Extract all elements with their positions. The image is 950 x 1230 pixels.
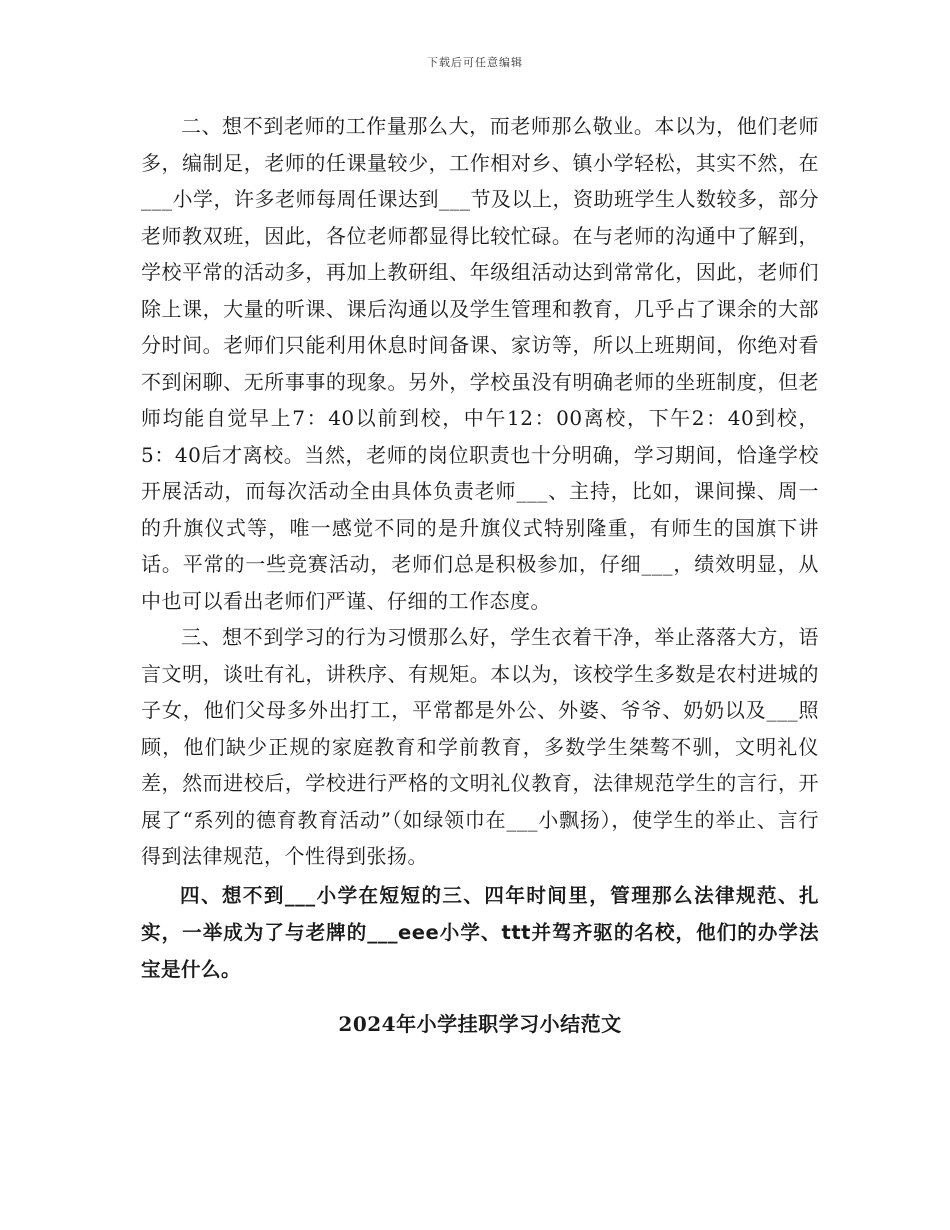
paragraph-3: 三、想不到学习的行为习惯那么好，学生衣着干净，举止落落大方，语言文明，谈吐有礼，讲秩序、有规矩。本以为，该校学生多数是农村进城的子女，他们父母多外出打工，平常都是外公、外婆、爷爷、奶奶以及___照顾，他们缺少正规的家庭教育和学前教育，多数学生桀骜不驯，文明礼仪差，然而进校后，学校进行严格的文明礼仪教育，法律规范学生的言行，开展了“系列的德育教育活动”（如绿领巾在___小飘扬），使学生的举止、言行得到法律规范，个性得到张扬。	[141, 625, 819, 868]
document-subtitle: 2024年小学挂职学习小结范文	[338, 1011, 622, 1036]
document-body	[141, 108, 819, 1037]
paragraph-4-bold: 四、想不到___小学在短短的三、四年时间里，管理那么法律规范、扎实，一举成为了与老牌的___eee小学、ttt并驾齐驱的名校，他们的办学法宝是什么。	[141, 883, 819, 981]
paragraph-2: 二、想不到老师的工作量那么大，而老师那么敬业。本以为，他们老师多，编制足，老师的任课量较少，工作相对乡、镇小学轻松，其实不然，在___小学，许多老师每周任课达到___节及以上，资助班学生人数较多，部分老师教双班，因此，各位老师都显得比较忙碌。在与老师的沟通中了解到，学校平常的活动多，再加上教研组、年级组活动达到常常化，因此，老师们除上课，大量的听课、课后沟通以及学生管理和教育，几乎占了课余的大部分时间。老师们只能利用休息时间备课、家访等，所以上班期间，你绝对看不到闲聊、无所事事的现象。另外，学校虽没有明确老师的坐班制度，但老师均能自觉早上7：40以前到校，中午12：00离校，下午2：40到校，5：40后才离校。当然，老师的岗位职责也十分明确，学习期间，恰逢学校开展活动，而每次活动全由具体负责老师___、主持，比如，课间操、周一的升旗仪式等，唯一感觉不同的是升旗仪式特别隆重，有师生的国旗下讲话。平常的一些竞赛活动，老师们总是积极参加，仔细___，绩效明显，从中也可以看出老师们严谨、仔细的工作态度。	[141, 114, 819, 613]
header-note: 下载后可任意编辑	[427, 56, 523, 69]
